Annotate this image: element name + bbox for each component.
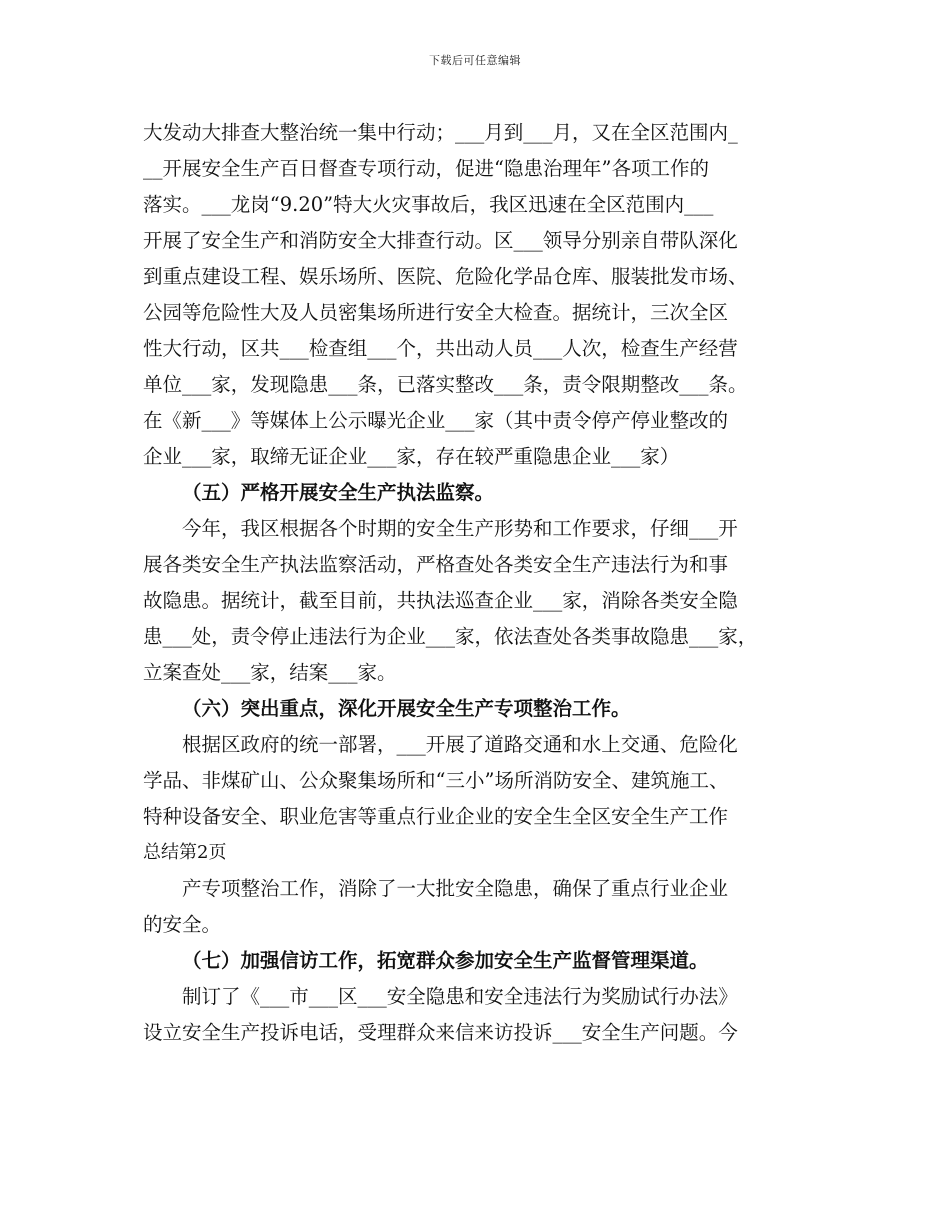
paragraph-line: 性大行动，区共___检查组___个，共出动人员___人次，检查生产经营	[143, 337, 738, 360]
paragraph-line: 今年，我区根据各个时期的安全生产形势和工作要求，仔细___开	[182, 517, 738, 540]
section-heading-7: （七）加强信访工作，拓宽群众参加安全生产监督管理渠道。	[182, 949, 709, 972]
paragraph-line: 公园等危险性大及人员密集场所进行安全大检查。据统计，三次全区	[143, 301, 729, 324]
paragraph-line: 产专项整治工作，消除了一大批安全隐患，确保了重点行业企业	[182, 877, 729, 900]
paragraph-line: 的安全。	[143, 913, 222, 936]
section-heading-6: （六）突出重点，深化开展安全生产专项整治工作。	[182, 697, 631, 720]
paragraph-line: 展各类安全生产执法监察活动，严格查处各类安全生产违法行为和事	[143, 553, 729, 576]
paragraph-line: 患___处，责令停止违法行为企业___家，依法查处各类事故隐患___家，	[143, 625, 758, 648]
paragraph-line: 学品、非煤矿山、公众聚集场所和“三小”场所消防安全、建筑施工、	[143, 769, 729, 792]
paragraph-line: 特种设备安全、职业危害等重点行业企业的安全生全区安全生产工作	[143, 805, 729, 828]
paragraph-line: 立案查处___家，结案___家。	[143, 661, 397, 684]
paragraph-line: 大发动大排查大整治统一集中行动；___月到___月，又在全区范围内_	[143, 121, 738, 144]
paragraph-line: __开展安全生产百日督查专项行动，促进“隐患治理年”各项工作的	[143, 157, 709, 180]
paragraph-line: 制订了《___市___区___安全隐患和安全违法行为奖励试行办法》	[182, 985, 738, 1008]
page-header-note: 下载后可任意编辑	[429, 54, 521, 67]
paragraph-line: 开展了安全生产和消防安全大排查行动。区___领导分别亲自带队深化	[143, 229, 738, 252]
paragraph-line: 设立安全生产投诉电话，受理群众来信来访投诉___安全生产问题。今	[143, 1021, 738, 1044]
paragraph-line: 在《新___》等媒体上公示曝光企业___家（其中责令停产停业整改的	[143, 409, 729, 432]
paragraph-line: 落实。___龙岗“9.20”特大火灾事故后，我区迅速在全区范围内___	[143, 193, 714, 216]
paragraph-line: 单位___家，发现隐患___条，已落实整改___条，责令限期整改___条。	[143, 373, 748, 396]
paragraph-line: 到重点建设工程、娱乐场所、医院、危险化学品仓库、服装批发市场、	[143, 265, 748, 288]
document-body	[143, 115, 808, 1051]
page-footer-marker: 总结第2页	[143, 842, 227, 863]
section-heading-5: （五）严格开展安全生产执法监察。	[182, 481, 495, 504]
paragraph-line: 企业___家，取缔无证企业___家，存在较严重隐患企业___家）	[143, 445, 680, 468]
paragraph-line: 故隐患。据统计，截至目前，共执法巡查企业___家，消除各类安全隐	[143, 589, 738, 612]
paragraph-line: 根据区政府的统一部署，___开展了道路交通和水上交通、危险化	[182, 733, 738, 756]
